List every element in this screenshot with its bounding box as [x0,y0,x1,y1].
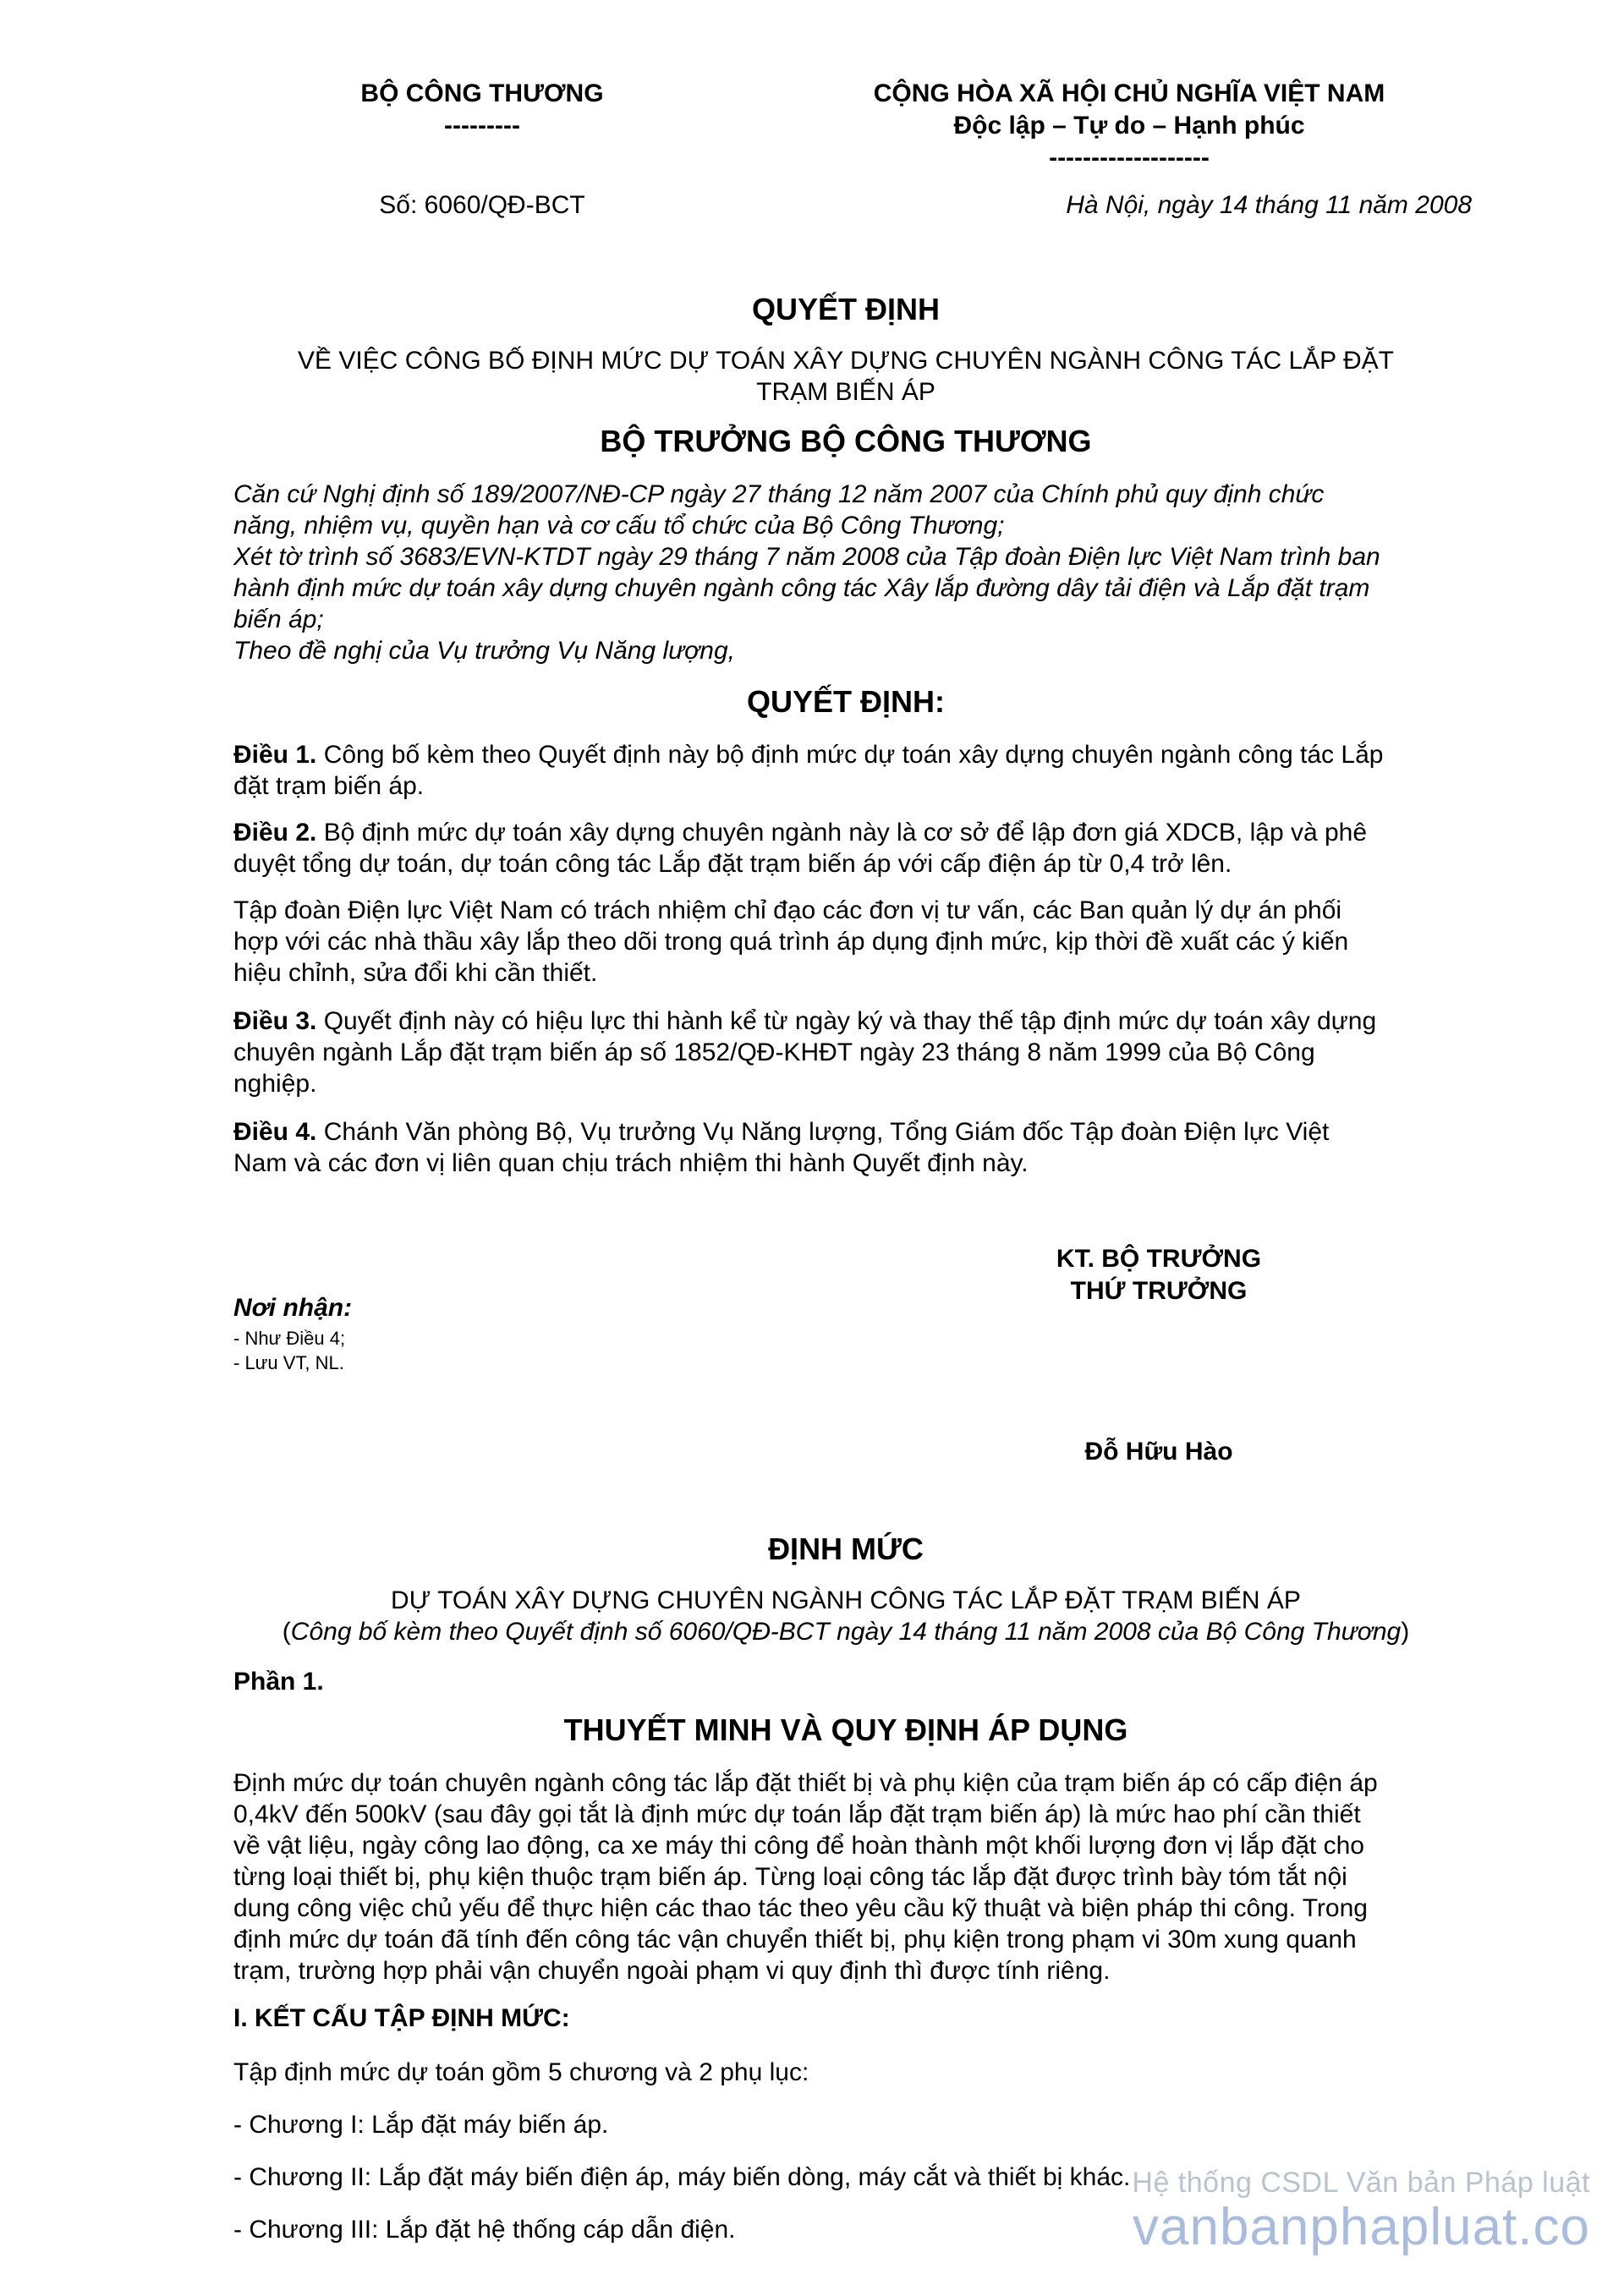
paragraph-line: Tập đoàn Điện lực Việt Nam có trách nhiệm chỉ đạo các đơn vị tư vấn, các Ban quản lý dự án phối [233,896,1342,924]
signature-title-2: THỨ TRƯỞNG [1070,1277,1248,1305]
basis-line: năng, nhiệm vụ, quyền hạn và cơ cấu tổ chức của Bộ Công Thương; [233,512,1005,540]
article-1 [233,739,1502,802]
chapter-item: - Chương III: Lắp đặt hệ thống cáp dẫn điện. [233,2216,736,2244]
article-2-text: duyệt tổng dự toán, dự toán công tác Lắp đặt trạm biến áp với cấp điện áp từ 0,4 trở lên. [233,850,1232,878]
ministry-separator: --------- [444,112,520,140]
place-date: Hà Nội, ngày 14 tháng 11 năm 2008 [1066,191,1472,219]
national-motto: Độc lập – Tự do – Hạnh phúc [953,112,1305,140]
article-2-label: Điều 2. [233,819,317,847]
section-title: THUYẾT MINH VÀ QUY ĐỊNH ÁP DỤNG [563,1712,1128,1747]
article-4-label: Điều 4. [233,1118,317,1146]
signer-name: Đỗ Hữu Hào [1084,1438,1233,1466]
basis-line: biến áp; [233,606,324,633]
recipients-title: Nơi nhận: [233,1294,353,1322]
decision-subject-line-2: TRẠM BIẾN ÁP [756,378,935,406]
paragraph-line: trạm, trường hợp phải vận chuyển ngoài phạm vi quy định thì được tính riêng. [233,1957,1111,1985]
paragraph-line: định mức dự toán đã tính đến công tác vận chuyển thiết bị, phụ kiện trong phạm vi 30m xung quanh [233,1926,1357,1954]
basis-line: Xét tờ trình số 3683/EVN-KTDT ngày 29 tháng 7 năm 2008 của Tập đoàn Điện lực Việt Nam trình ban [233,543,1380,571]
paragraph-line: dung công việc chủ yếu để thực hiện các thao tác theo yêu cầu kỹ thuật và biện pháp thi công. Trong [233,1894,1368,1922]
watermark-caption: Hệ thống CSDL Văn bản Pháp luật [1132,2167,1590,2199]
article-2-paragraph [233,895,1502,989]
article-2-text: Bộ định mức dự toán xây dựng chuyên ngành này là cơ sở để lập đơn giá XDCB, lập và phê [316,819,1368,847]
recipients-list [233,1326,656,1375]
paragraph-line: Định mức dự toán chuyên ngành công tác lắp đặt thiết bị và phụ kiện của trạm biến áp có cấp điện áp [233,1769,1378,1797]
basis-line: Theo đề nghị của Vụ trưởng Vụ Năng lượng, [233,637,735,665]
article-4-text: Chánh Văn phòng Bộ, Vụ trưởng Vụ Năng lượng, Tổng Giám đốc Tập đoàn Điện lực Việt [316,1118,1330,1146]
paragraph-line: 0,4kV đến 500kV (sau đây gọi tắt là định mức dự toán lắp đặt trạm biến áp) là mức hao phí cần thiết [233,1800,1361,1828]
recipient-item: - Như Điều 4; [233,1328,346,1349]
article-4 [233,1116,1502,1179]
norm-subtitle: DỰ TOÁN XÂY DỰNG CHUYÊN NGÀNH CÔNG TÁC LẮP ĐẶT TRẠM BIẾN ÁP [391,1586,1301,1614]
article-3-text: nghiệp. [233,1070,317,1098]
chapter-item: - Chương II: Lắp đặt máy biến điện áp, máy biến dòng, máy cắt và thiết bị khác. [233,2163,1131,2191]
watermark-site: vanbanphapluat.co [1132,2198,1590,2256]
issuing-authority: BỘ TRƯỞNG BỘ CÔNG THƯƠNG [600,424,1092,458]
republic-name: CỘNG HÒA XÃ HỘI CHỦ NGHĨA VIỆT NAM [873,79,1385,107]
article-3-label: Điều 3. [233,1007,317,1035]
ministry-name: BỘ CÔNG THƯƠNG [360,79,604,107]
article-1-label: Điều 1. [233,741,317,769]
decision-subject-line-1: VỀ VIỆC CÔNG BỐ ĐỊNH MỨC DỰ TOÁN XÂY DỰNG CHUYÊN NGÀNH CÔNG TÁC LẮP ĐẶT [298,347,1394,375]
document-number: Số: 6060/QĐ-BCT [379,191,585,219]
article-2 [233,817,1502,879]
decision-title: QUYẾT ĐỊNH [751,292,940,326]
paragraph-line: từng loại thiết bị, phụ kiện thuộc trạm biến áp. Từng loại công tác lắp đặt được trình bày tóm tắt nội [233,1863,1347,1891]
article-4-text: Nam và các đơn vị liên quan chịu trách nhiệm thi hành Quyết định này. [233,1149,1029,1177]
part-label: Phần 1. [233,1668,324,1696]
recipient-item: - Lưu VT, NL. [233,1352,344,1373]
article-3-text: chuyên ngành Lắp đặt trạm biến áp số 1852/QĐ-KHĐT ngày 23 tháng 8 năm 1999 của Bộ Công [233,1038,1315,1066]
article-3-text: Quyết định này có hiệu lực thi hành kể từ ngày ký và thay thế tập định mức dự toán xây dựng [316,1007,1377,1035]
structure-intro: Tập định mức dự toán gồm 5 chương và 2 phụ lục: [233,2058,809,2086]
structure-heading: I. KẾT CẤU TẬP ĐỊNH MỨC: [233,2004,570,2032]
norm-reference: (Công bố kèm theo Quyết định số 6060/QĐ-BCT ngày 14 tháng 11 năm 2008 của Bộ Công Thương) [282,1618,1410,1646]
basis-line: Căn cứ Nghị định số 189/2007/NĐ-CP ngày 27 tháng 12 năm 2007 của Chính phủ quy định chức [233,480,1325,508]
article-1-text: Công bố kèm theo Quyết định này bộ định mức dự toán xây dựng chuyên ngành công tác Lắp [316,741,1384,769]
article-1-text: đặt trạm biến áp. [233,772,425,800]
basis-line: hành định mức dự toán xây dựng chuyên ngành công tác Xây lắp đường dây tải điện và Lắp đặt trạm [233,574,1370,602]
paragraph-line: về vật liệu, ngày công lao động, ca xe máy thi công để hoàn thành một khối lượng đơn vị lắp đặt cho [233,1832,1364,1860]
paragraph-line: hợp với các nhà thầu xây lắp theo dõi trong quá trình áp dụng định mức, kịp thời đề xuất các ý kiến [233,928,1349,956]
norm-title: ĐỊNH MỨC [768,1532,924,1566]
intro-paragraph [233,1767,1519,1986]
signature-title-1: KT. BỘ TRƯỞNG [1056,1245,1262,1273]
paragraph-line: hiệu chỉnh, sửa đổi khi cần thiết. [233,959,598,987]
decides-heading: QUYẾT ĐỊNH: [747,684,945,719]
article-3 [233,1006,1502,1099]
legal-bases [233,479,1502,666]
norm-reference-text: Công bố kèm theo Quyết định số 6060/QĐ-BCT ngày 14 tháng 11 năm 2008 của Bộ Công Thương [290,1618,1402,1646]
motto-separator: ------------------- [1049,144,1210,172]
chapter-item: - Chương I: Lắp đặt máy biến áp. [233,2111,609,2139]
